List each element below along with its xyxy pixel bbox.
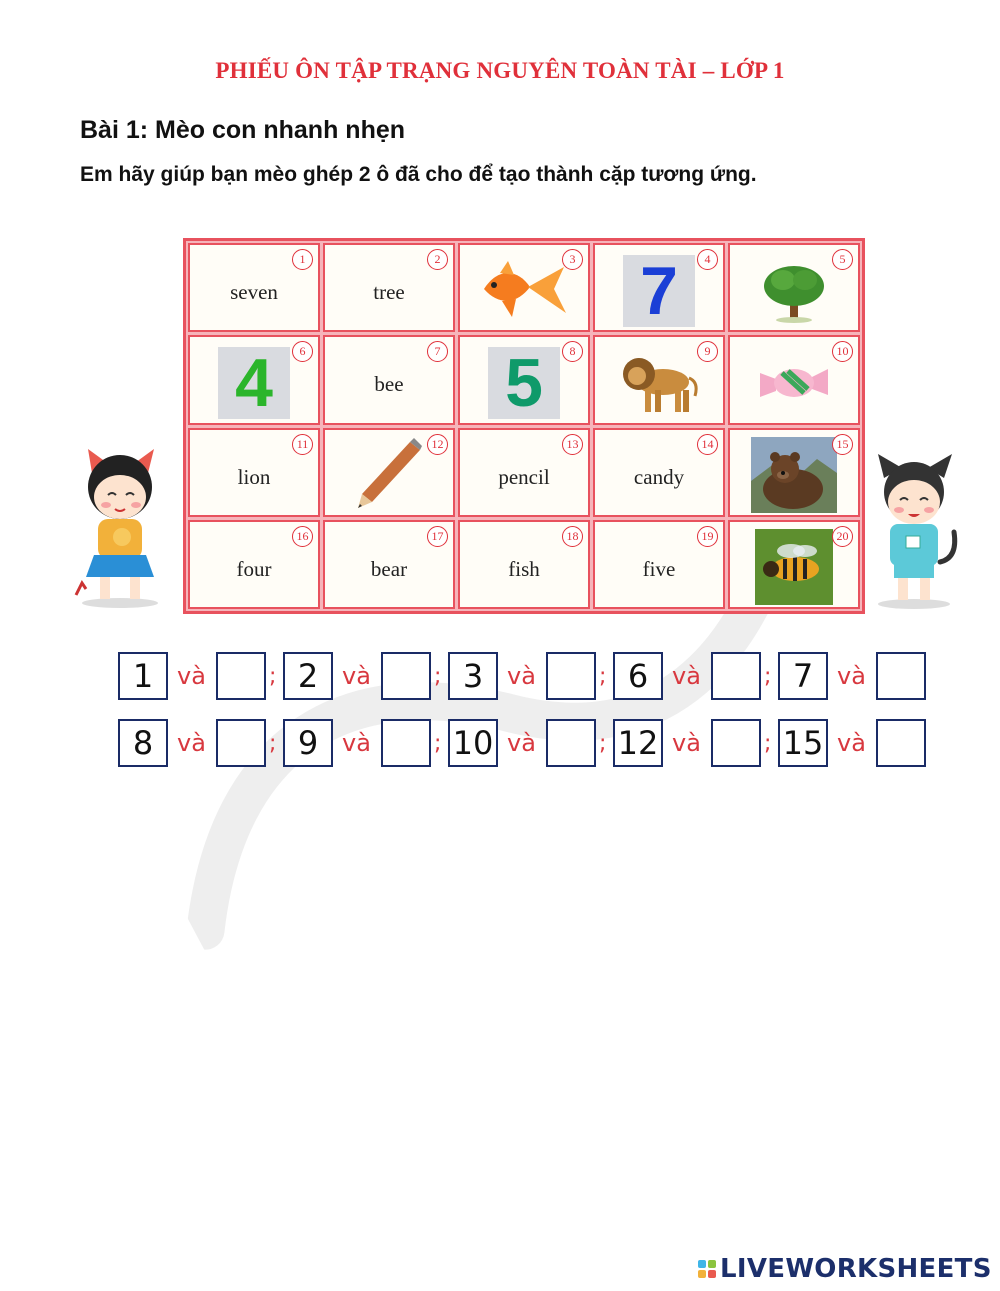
separator-text: ; [764,731,772,756]
connector-text: và [342,662,371,690]
connector-text: và [177,729,206,757]
connector-text: và [342,729,371,757]
separator-text: ; [599,731,607,756]
cell-number-badge: 13 [562,434,583,455]
cell-number-badge: 2 [427,249,448,270]
separator-text: ; [269,731,277,756]
cat-girl-illustration-icon [70,445,170,610]
answer-input-box[interactable] [546,652,596,700]
answer-input-box[interactable] [546,719,596,767]
cell-number-badge: 10 [832,341,853,362]
cell-word: candy [633,464,685,489]
given-number-box: 15 [778,719,828,767]
grid-cell [323,428,455,517]
candy-picture-icon [756,355,832,411]
given-number-box: 10 [448,719,498,767]
cell-number-badge: 4 [697,249,718,270]
answer-row [118,719,938,771]
grid-cell [728,335,860,424]
connector-text: và [672,662,701,690]
grid-cell [458,520,590,609]
bear-picture-icon [751,437,837,513]
cell-word: four [236,556,272,581]
lion-picture-icon [619,348,699,418]
separator-text: ; [434,664,442,689]
answer-input-box[interactable] [216,652,266,700]
cell-number-badge: 8 [562,341,583,362]
connector-text: và [507,729,536,757]
matching-grid [183,238,865,614]
grid-cell [728,428,860,517]
instruction-text: Em hãy giúp bạn mèo ghép 2 ô đã cho để tạo thành cặp tương ứng. [80,163,757,186]
tree-picture-icon [761,258,827,324]
cell-word: pencil [498,464,550,489]
connector-text: và [177,662,206,690]
answer-input-box[interactable] [381,719,431,767]
cell-word: tree [373,280,405,305]
grid-cell [188,243,320,332]
cell-number-badge: 12 [427,434,448,455]
cell-word: bear [370,556,408,581]
cell-word: lion [237,464,271,489]
brand-logo [698,1254,992,1284]
cell-number-badge: 9 [697,341,718,362]
cell-number-badge: 15 [832,434,853,455]
connector-text: và [672,729,701,757]
separator-text: ; [599,664,607,689]
cell-number-badge: 16 [292,526,313,547]
brand-name: LIVEWORKSHEETS [720,1254,992,1284]
cell-number-badge: 7 [427,341,448,362]
given-number-box: 2 [283,652,333,700]
cell-number-badge: 17 [427,526,448,547]
given-number-box: 12 [613,719,663,767]
cell-number-badge: 14 [697,434,718,455]
cell-digit: 7 [623,255,695,327]
cell-number-badge: 20 [832,526,853,547]
answer-input-box[interactable] [216,719,266,767]
cell-number-badge: 5 [832,249,853,270]
cell-number-badge: 1 [292,249,313,270]
worksheet-title: PHIẾU ÔN TẬP TRẠNG NGUYÊN TOÀN TÀI – LỚP 1 [215,58,785,83]
grid-cell [458,243,590,332]
given-number-box: 3 [448,652,498,700]
connector-text: và [837,662,866,690]
given-number-box: 9 [283,719,333,767]
answer-input-box[interactable] [876,652,926,700]
cell-word: seven [230,280,278,305]
given-number-box: 8 [118,719,168,767]
grid-cell [188,428,320,517]
cell-number-badge: 18 [562,526,583,547]
grid-cell [728,520,860,609]
grid-cell [593,243,725,332]
grid-cell [728,243,860,332]
separator-text: ; [764,664,772,689]
grid-cell [323,243,455,332]
cell-digit: 4 [218,347,290,419]
given-number-box: 7 [778,652,828,700]
cell-digit: 5 [488,347,560,419]
grid-cell [188,520,320,609]
grid-cell [593,335,725,424]
grid-cell [323,520,455,609]
grid-cell [593,520,725,609]
given-number-box: 1 [118,652,168,700]
grid-cell [593,428,725,517]
pencil-picture-icon [354,438,424,512]
cell-number-badge: 11 [292,434,313,455]
grid-cell [458,335,590,424]
cell-number-badge: 6 [292,341,313,362]
bee-picture-icon [755,529,833,605]
answer-input-box[interactable] [711,719,761,767]
given-number-box: 6 [613,652,663,700]
goldfish-picture-icon [478,259,570,323]
grid-cell [188,335,320,424]
grid-cell [458,428,590,517]
cell-number-badge: 19 [697,526,718,547]
cat-boy-illustration-icon [866,452,962,610]
connector-text: và [837,729,866,757]
answer-input-box[interactable] [381,652,431,700]
grid-cell [323,335,455,424]
cell-word: bee [374,372,404,397]
section-heading: Bài 1: Mèo con nhanh nhẹn [80,116,406,144]
connector-text: và [507,662,536,690]
cell-word: fish [508,556,540,581]
answer-input-box[interactable] [711,652,761,700]
answer-input-box[interactable] [876,719,926,767]
cell-number-badge: 3 [562,249,583,270]
answer-row [118,652,938,704]
separator-text: ; [269,664,277,689]
cell-word: five [642,556,676,581]
brand-badge-icon [698,1260,716,1278]
separator-text: ; [434,731,442,756]
